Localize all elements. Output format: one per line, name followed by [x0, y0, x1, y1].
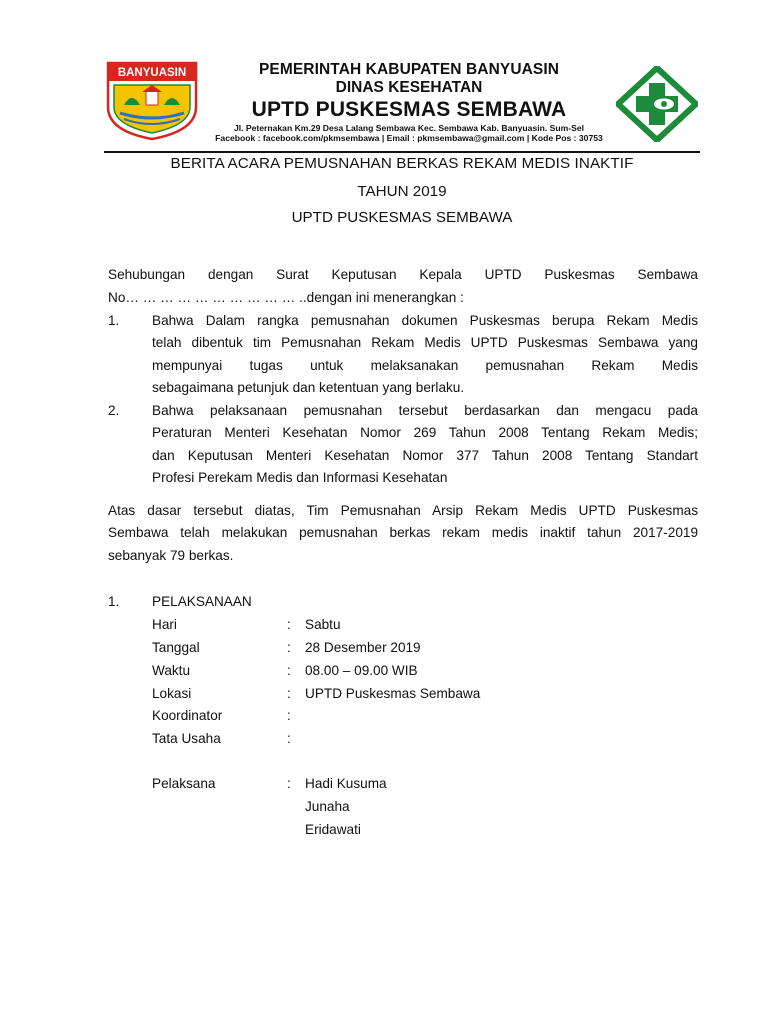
item-1-line-3: mempunyai tugas untuk melaksanakan pemusnahan Rekam Medis — [152, 358, 698, 373]
pelaksana-name-3: Eridawati — [305, 822, 361, 837]
field-value-lokasi: UPTD Puskesmas Sembawa — [305, 686, 481, 701]
pelaksana-name-2: Junaha — [305, 799, 350, 814]
field-label-lokasi: Lokasi — [152, 686, 192, 701]
closing-line-2: Sembawa telah melakukan pemusnahan berkas rekam medis inaktif tahun 2017-2019 — [108, 525, 698, 540]
item-2-line-3: dan Keputusan Menteri Kesehatan Nomor 377 Tahun 2008 Tentang Standart — [152, 448, 698, 463]
field-colon: : — [287, 617, 291, 632]
field-label-pelaksana: Pelaksana — [152, 776, 216, 791]
field-label-tata-usaha: Tata Usaha — [152, 731, 221, 746]
field-label-waktu: Waktu — [152, 663, 191, 678]
puskesmas-logo-icon — [616, 66, 698, 142]
item-1-line-4: sebagaimana petunjuk dan ketentuan yang berlaku. — [152, 380, 465, 395]
letterhead-institution: UPTD PUSKESMAS SEMBAWA — [251, 98, 567, 121]
letterhead-government: PEMERINTAH KABUPATEN BANYUASIN — [258, 61, 560, 78]
field-label-koordinator: Koordinator — [152, 708, 223, 723]
field-label-tanggal: Tanggal — [152, 640, 200, 655]
letterhead-divider — [104, 151, 700, 153]
closing-line-3: sebanyak 79 berkas. — [108, 548, 234, 563]
closing-line-1: Atas dasar tersebut diatas, Tim Pemusnahan Arsip Rekam Medis UPTD Puskesmas — [108, 503, 698, 518]
banyuasin-emblem-icon — [104, 61, 200, 141]
section-heading: PELAKSANAAN — [152, 594, 252, 609]
item-2-line-2: Peraturan Menteri Kesehatan Nomor 269 Tahun 2008 Tentang Rekam Medis; — [152, 425, 698, 440]
document-title: BERITA ACARA PEMUSNAHAN BERKAS REKAM MEDIS INAKTIF — [170, 155, 634, 172]
letterhead-contact: Facebook : facebook.com/pkmsembawa | Email : pkmsembawa@gmail.com | Kode Pos : 30753 — [215, 133, 603, 143]
section-number: 1. — [108, 594, 120, 609]
field-value-waktu: 08.00 – 09.00 WIB — [305, 663, 418, 678]
letterhead-department: DINAS KESEHATAN — [335, 79, 483, 96]
item-2-line-1: Bahwa pelaksanaan pemusnahan tersebut berdasarkan dan mengacu pada — [152, 403, 698, 418]
intro-line-1: Sehubungan dengan Surat Keputusan Kepala UPTD Puskesmas Sembawa — [108, 267, 698, 282]
item-2-line-4: Profesi Perekam Medis dan Informasi Kesehatan — [152, 470, 448, 485]
item-1-line-2: telah dibentuk tim Pemusnahan Rekam Medis UPTD Puskesmas Sembawa yang — [152, 335, 698, 350]
letterhead-address: Jl. Peternakan Km.29 Desa Lalang Sembawa Kec. Sembawa Kab. Banyuasin. Sum-Sel — [233, 123, 585, 133]
field-colon: : — [287, 663, 291, 678]
item-2-number: 2. — [108, 403, 120, 418]
field-colon: : — [287, 708, 291, 723]
item-1-number: 1. — [108, 313, 120, 328]
letterhead — [200, 60, 618, 143]
document-year: TAHUN 2019 — [357, 183, 447, 200]
document-institution: UPTD PUSKESMAS SEMBAWA — [291, 209, 513, 226]
field-colon: : — [287, 776, 291, 791]
field-colon: : — [287, 640, 291, 655]
field-value-tanggal: 28 Desember 2019 — [305, 640, 421, 655]
intro-line-2: No… … … … … … … … … … ..dengan ini menerangkan : — [108, 290, 464, 305]
field-label-hari: Hari — [152, 617, 177, 632]
pelaksana-name-1: Hadi Kusuma — [305, 776, 387, 791]
svg-text:BANYUASIN: BANYUASIN — [117, 67, 187, 79]
field-value-hari: Sabtu — [305, 617, 341, 632]
field-colon: : — [287, 686, 291, 701]
field-colon: : — [287, 731, 291, 746]
item-1-line-1: Bahwa Dalam rangka pemusnahan dokumen Puskesmas berupa Rekam Medis — [152, 313, 698, 328]
